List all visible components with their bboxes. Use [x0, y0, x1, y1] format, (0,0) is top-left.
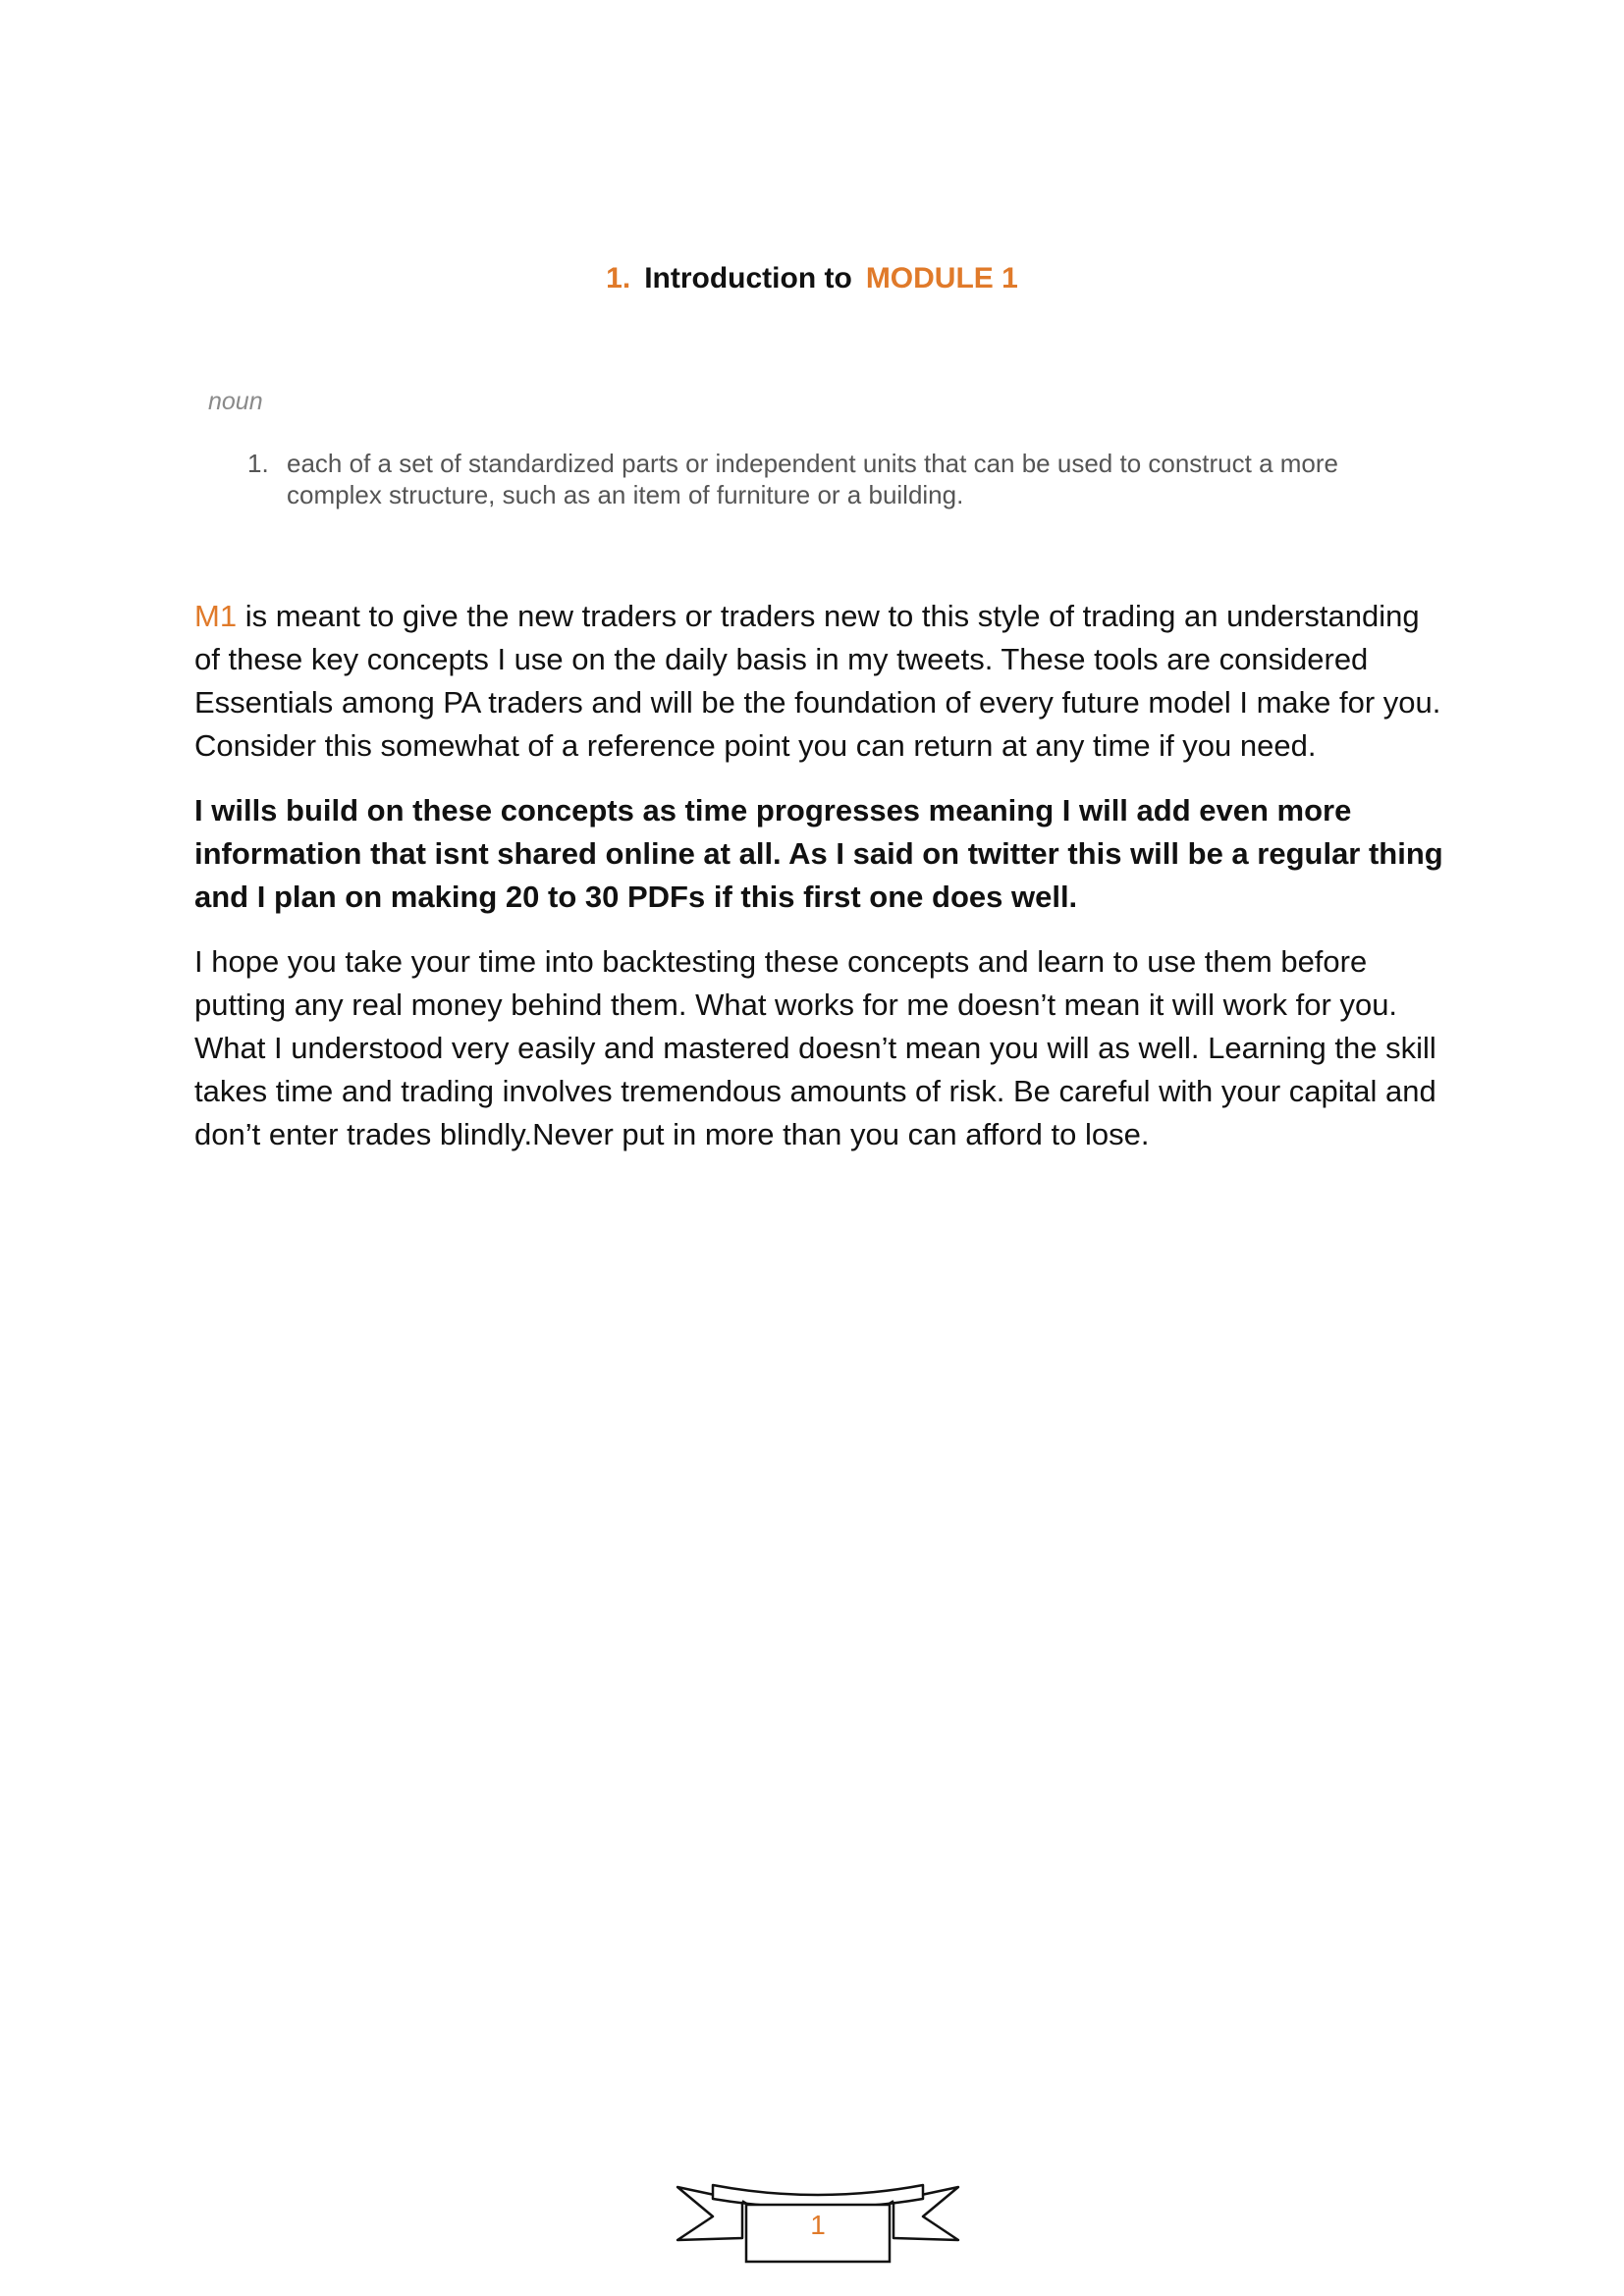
part-of-speech: noun — [208, 388, 263, 415]
module-highlight: M1 — [194, 599, 238, 633]
definition-line-2: complex structure, such as an item of furniture or a building. — [287, 480, 964, 509]
definition-line-1: each of a set of standardized parts or independent units that can be used to construct a more — [287, 449, 1339, 478]
page-number: 1 — [810, 2210, 826, 2240]
paragraph-bold: I wills build on these concepts as time progresses meaning I will add even more information that isnt shared online at all. As I said on twitter this will be a regular thing and I plan on making 20 to 30 PDFs if this first one does well. — [194, 793, 1443, 914]
heading-number: 1. — [606, 262, 631, 294]
paragraph-warning: I hope you take your time into backtesting these concepts and learn to use them before putting any real money behind them. What works for me doesn’t mean it will work for you. What I understood very easily and mastered doesn’t mean you will as well. Learning the skill takes time and trading involves tremendous amounts of risk. Be careful with your capital and don’t enter trades blindly.Never put in more than you can afford to lose. — [194, 944, 1436, 1151]
definition-item — [208, 448, 1435, 510]
page-number-banner — [674, 2179, 962, 2268]
paragraph-intro — [194, 595, 1446, 768]
body-text — [194, 595, 1446, 1178]
paragraph-intro-text: is meant to give the new traders or traders new to this style of trading an understanding of these key concepts I use on the daily basis in my tweets. These tools are considered Essentials among PA traders and will be the foundation of every future model I make for you. Consider this somewhat of a reference point you can return at any time if you need. — [194, 599, 1441, 763]
definition-number: 1. — [247, 449, 269, 478]
page-title — [0, 257, 1624, 300]
heading-module: MODULE 1 — [865, 262, 1018, 294]
dictionary-definition — [208, 385, 1435, 510]
heading-intro: Introduction to — [644, 262, 852, 294]
